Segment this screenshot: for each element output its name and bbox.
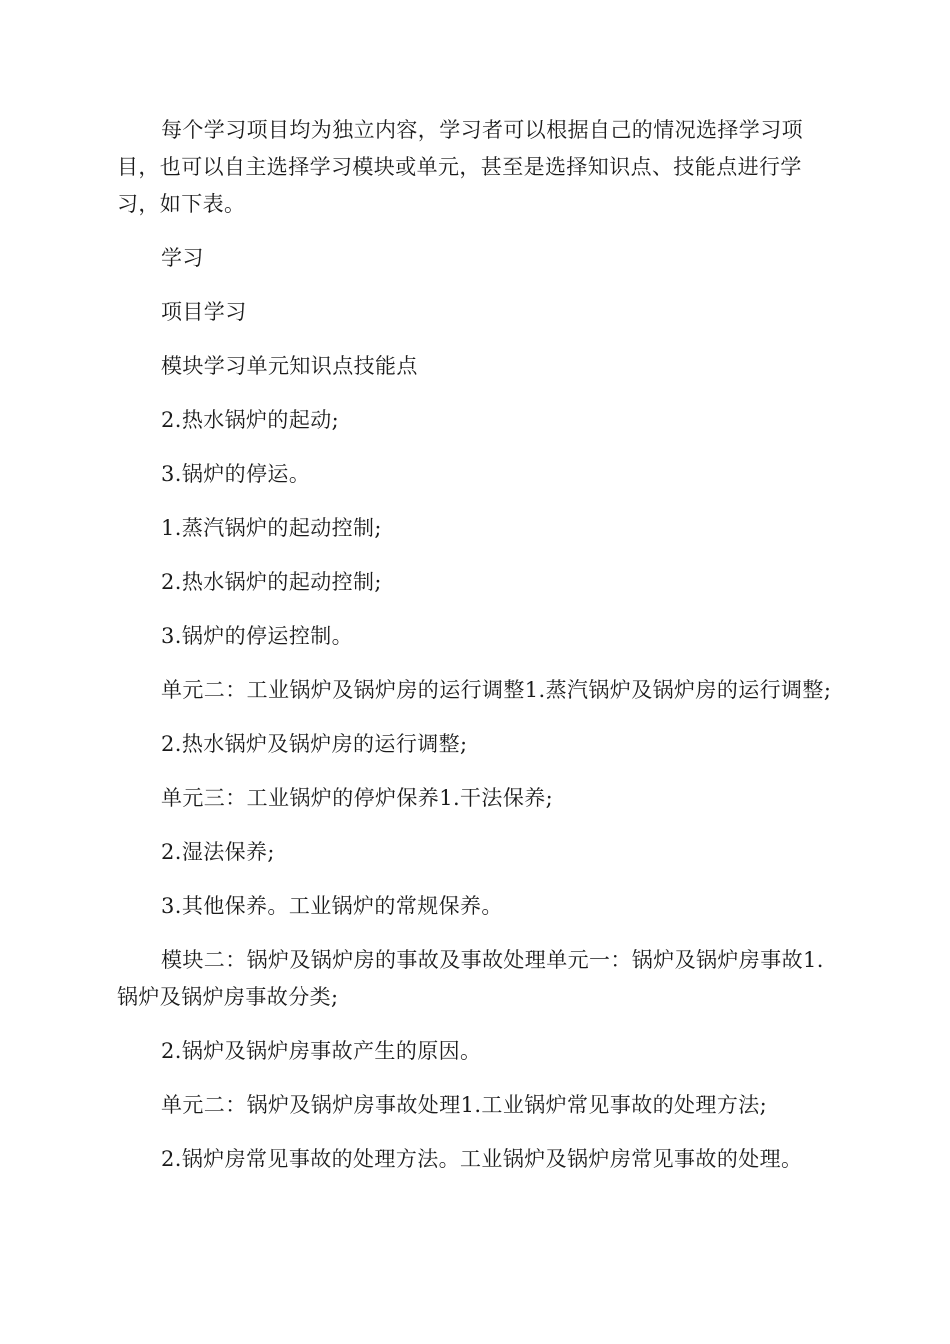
paragraph-item: 1.蒸汽锅炉的起动控制; xyxy=(161,516,382,540)
paragraph-unit-three: 单元三：工业锅炉的停炉保养1.干法保养; xyxy=(161,786,554,810)
paragraph-item: 2.湿法保养; xyxy=(161,840,275,864)
paragraph-module-two: 模块二：锅炉及锅炉房的事故及事故处理单元一：锅炉及锅炉房事故1.锅炉及锅炉房事故分类; xyxy=(117,948,824,1009)
paragraph-heading-study: 学习 xyxy=(161,246,204,270)
paragraph-unit-two-accident: 单元二：锅炉及锅炉房事故处理1.工业锅炉常见事故的处理方法; xyxy=(161,1093,768,1117)
paragraph-table-header: 模块学习单元知识点技能点 xyxy=(161,354,418,378)
paragraph-heading-project: 项目学习 xyxy=(161,300,247,324)
paragraph-item: 2.热水锅炉的起动; xyxy=(161,408,340,432)
paragraph-item: 3.其他保养。工业锅炉的常规保养。 xyxy=(161,894,503,918)
paragraph-unit-two: 单元二：工业锅炉及锅炉房的运行调整1.蒸汽锅炉及锅炉房的运行调整; xyxy=(161,678,832,702)
document-body xyxy=(117,112,835,1195)
paragraph-item: 2.锅炉及锅炉房事故产生的原因。 xyxy=(161,1039,482,1063)
paragraph-item: 2.热水锅炉的起动控制; xyxy=(161,570,382,594)
paragraph-item: 2.锅炉房常见事故的处理方法。工业锅炉及锅炉房常见事故的处理。 xyxy=(161,1147,803,1171)
paragraph-intro: 每个学习项目均为独立内容，学习者可以根据自己的情况选择学习项目，也可以自主选择学习模块或单元，甚至是选择知识点、技能点进行学习，如下表。 xyxy=(117,118,803,216)
paragraph-item: 3.锅炉的停运。 xyxy=(161,462,311,486)
paragraph-item: 2.热水锅炉及锅炉房的运行调整; xyxy=(161,732,468,756)
paragraph-item: 3.锅炉的停运控制。 xyxy=(161,624,354,648)
